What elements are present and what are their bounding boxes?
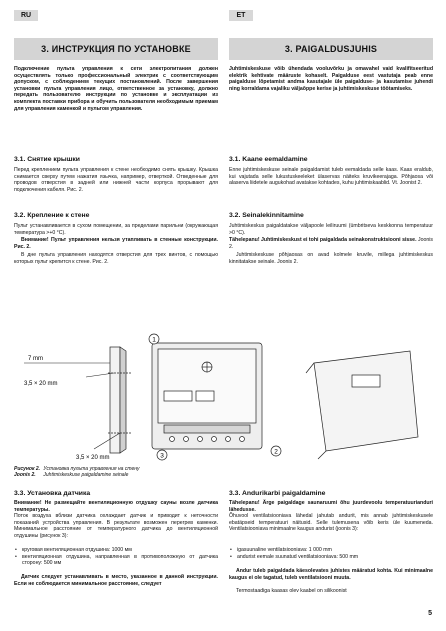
intro-paragraph-ru: Подключение пульта управления к сети электропитания должен осуществлять только профессиональный электрик с соответствующим допуском, с соблюдением текущих постановлений. После завершения установки пульта управления лицо, ответственное за установку, должно передать пользователю инструкции по установке и эксплуатации из комплекта поставки прибора и обучить пользователя необходимым приемам для управления каменкой и пультом управления. [14, 66, 218, 112]
final-paragraph-et: Andur tuleb paigaldada käesolevates juhistes määratud kohta. Kui minimaalne kaugus ei ole tagatud, tuleb ventilatsiooni muuta. [229, 568, 433, 581]
warning-3-3-et: Tähelepanu! Ärge paigaldage saunaruumi õhu juurdevoolu temperatuurianduri lähedusse. [229, 500, 433, 513]
subheading-3-3-et: 3.3. Andurikarbi paigaldamine [229, 490, 326, 497]
paragraph-3-3-ru: Поток воздуха вблизи датчика охлаждает датчик и приводит к неточности показаний устройства управления. В результате возможен перегрев каменки. Минимальное расстояние от температурного датчика до вентиляционной отдушины (рисунок 3): [14, 513, 218, 539]
subheading-3-2-et: 3.2. Seinalekinnitamine [229, 212, 304, 219]
bullet-list-ru [14, 547, 218, 567]
caption-text-et: Juhtimiskeskuse paigaldamine seinale [43, 472, 129, 478]
dim-7mm-label: 7 mm [28, 356, 43, 362]
paragraph-3-2b-ru: В днe пульта управления находятся отверстия для трех винтов, с помощью которых пульт крепится к стене. Рис. 2. [14, 252, 218, 265]
final-paragraph-ru: Датчик следует устанавливать в место, указанное в данной инструкции. Если не соблюдается минимальное расстояние, следует [14, 574, 218, 587]
bullet-item-ru: • вентиляционная отдушина, направленная в противоположную от датчика сторону: 500 мм [14, 554, 218, 567]
figure-ref-et: Joonis 2. [229, 237, 433, 250]
warning-3-3-ru: Внимание! Не размещайте вентиляционную отдушку сауны возле датчика температуры. [14, 500, 218, 513]
bullet-list-et [229, 547, 433, 560]
cover-lid [306, 351, 418, 459]
bullet-item-et: • andurist eemale suunatud ventilatsiooniava: 500 mm [229, 554, 433, 561]
caption-label-ru: Рисунок 2. [14, 466, 41, 472]
subheading-3-1-et: 3.1. Kaane eemaldamine [229, 156, 308, 163]
marker-2: 2 [274, 448, 278, 456]
page-number: 5 [428, 610, 432, 617]
warning-3-2-et [229, 237, 433, 250]
mounting-diagram [14, 333, 432, 461]
marker-1: 1 [152, 336, 156, 344]
caption-label-et: Joonis 2. [14, 472, 36, 478]
control-unit [152, 343, 262, 449]
bullet-item-et: • igasuunaline ventilatsiooniava: 1 000 mm [229, 547, 433, 554]
caption-text-ru: Установка пульта управления на стену [43, 466, 140, 472]
dim-screw-top-label: 3,5 × 20 mm [24, 381, 58, 387]
paragraph-3-2a-et: Juhtimiskeskus paigaldatakse väljapoole leiliruumi (ümbritseva keskkonna temperatuur >0 °C). [229, 223, 433, 236]
warning-3-2-ru: Внимание! Пульт управления нельзя утапливать в стенные конструкции. Рис. 2. [14, 237, 218, 250]
marker-3: 3 [160, 452, 164, 460]
bullet-item-ru: • круговая вентиляционная отдушина: 1000 мм [14, 547, 218, 554]
subheading-3-2-ru: 3.2. Крепление к стене [14, 212, 90, 219]
section-heading-et: 3. PAIGALDUSJUHIS [229, 38, 433, 60]
figure-caption [14, 466, 140, 478]
paragraph-3-3-et: Õhuvool ventilatsiooniava lähedal jahutab andurit, mis annab juhtimiskeskusele ebatäpseid temperatuuri näitusid. Selle tulemusena võib keris üle kuumeneda. Ventilatsiooniava minimaalne kaugus andurist (joonis 3): [229, 513, 433, 533]
language-tag-et: ET [229, 10, 253, 21]
paragraph-3-1-ru: Перед креплением пульта управления к стене необходимо снять крышку. Крышка снимается сверху путем нажатия язычка, например, отверткой. Отведенные для проводов отверстия в задней или нижней части корпуса прорывают для подключения кабеля. Рис. 2. [14, 167, 218, 193]
section-heading-ru: 3. ИНСТРУКЦИЯ ПО УСТАНОВКЕ [14, 38, 218, 60]
intro-paragraph-et: Juhtimiskeskuse võib ühendada vooluvõrku ja omavahel vaid kvalifitseeritud elektrik kehtivate määruste kohaselt. Paigalduse eest vastutaja peab enne paigalduse lõpetamist andma kasutajale üle paigalduse- ja kasutamise juhendi ning korraldama vajaliku väljaõppe kerise ja juhtimiskeskuse töötamiseks. [229, 66, 433, 92]
subheading-3-1-ru: 3.1. Снятие крышки [14, 156, 80, 163]
paragraph-3-1-et: Enne juhtimiskeskuse seinale paigaldamist tuleb eemaldada selle kaas. Kaas eraldub, kui vajutada selle lukustuskeeleket ülaservas näiteks kruvikeerajaga. Põhjaosa või alaserva liidetele augukohad avatakse kohtades, kuhu juhtimiskaablid. Vt. Joonist 2. [229, 167, 433, 187]
warning-text-et: Tähelepanu! Juhtimiskeskust ei tohi paigaldada seinakonstruktsiooni sisse. [229, 237, 417, 243]
paragraph-3-2a-ru: Пульт устанавливается в сухом помещении, за пределами парильни (окружающая температура >+0 °C). [14, 223, 218, 236]
subheading-3-3-ru: 3.3. Установка датчика [14, 490, 91, 497]
side-profile [108, 347, 132, 453]
language-tag-ru: RU [14, 10, 38, 21]
dim-screw-bottom-label: 3,5 × 20 mm [76, 455, 110, 461]
paragraph-3-2b-et: Juhtimiskeskuse põhjaosas on avad kolmele kruvile, millega juhtimiskeskus kinnitatakse seinale. Joonis 2. [229, 252, 433, 265]
final-paragraph-2-et: Termostaadiga kaasas olev kaabel on silikoonist [236, 588, 347, 594]
